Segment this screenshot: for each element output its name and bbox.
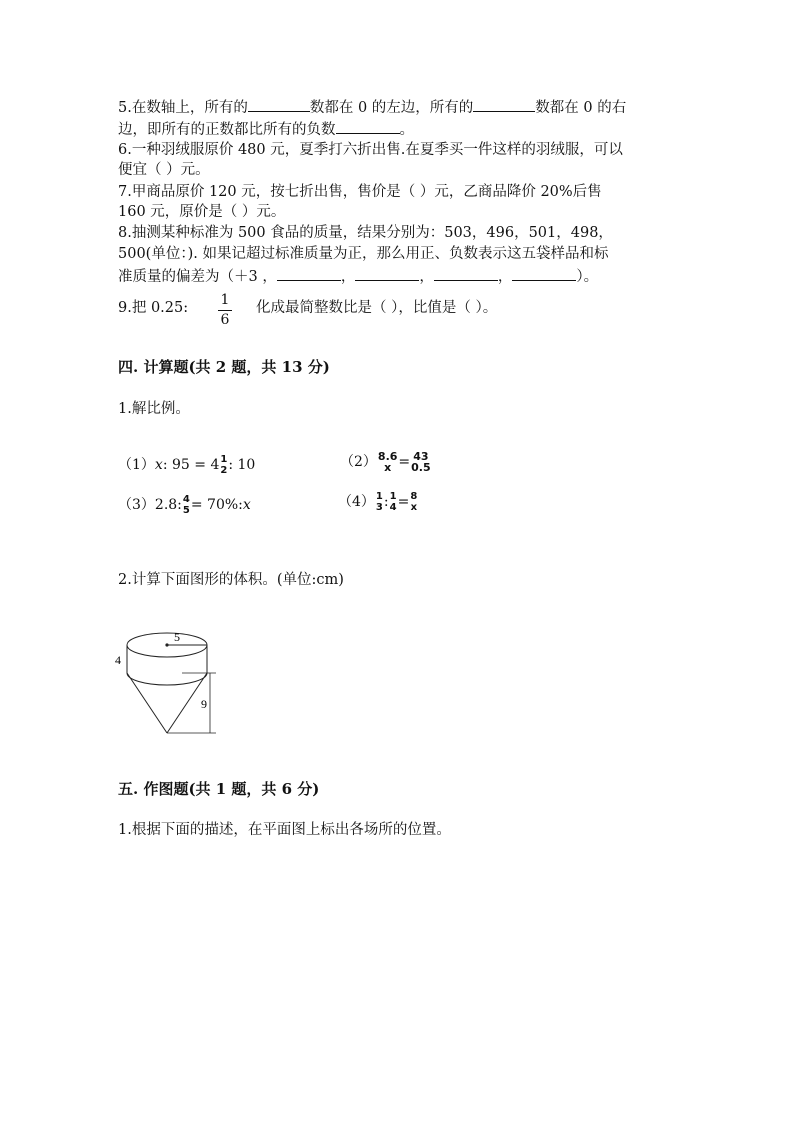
section-4-q2: 2.计算下面图形的体积。(单位:cm) xyxy=(118,572,344,588)
section-5-q1: 1.根据下面的描述，在平面图上标出各场所的位置。 xyxy=(118,822,451,838)
q5-line-1: 5.在数轴上，所有的 数都在 0 的左边，所有的 数都在 0 的右 xyxy=(118,97,626,118)
q7-line-1: 7.甲商品原价 120 元，按七折出售，售价是（ ）元，乙商品降价 20%后售 xyxy=(118,184,602,200)
q9-line-a: 9.把 0.25: xyxy=(118,300,189,316)
q7-line-2: 160 元，原价是（ ）元。 xyxy=(118,204,286,220)
section-5-title: 五. 作图题(共 1 题，共 6 分) xyxy=(118,780,320,798)
section-4-q1: 1.解比例。 xyxy=(118,401,190,417)
q8-line-2: 500(单位：). 如果记超过标准质量为正，那么用正、负数表示这五袋样品和标 xyxy=(118,246,609,262)
cylinder-height-label: 4 xyxy=(115,653,121,667)
cylinder-cone-figure xyxy=(112,615,232,745)
cylinder-bottom xyxy=(127,673,207,685)
q6-line-1: 6.一种羽绒服原价 480 元，夏季打六折出售.在夏季买一件这样的羽绒服，可以 xyxy=(118,142,623,158)
q6-line-2: 便宜（ ）元。 xyxy=(118,162,210,178)
section-4-title: 四. 计算题(共 2 题，共 13 分) xyxy=(118,358,330,376)
q5-line-2: 边，即所有的正数都比所有的负数 。 xyxy=(118,119,414,140)
answer-blank[interactable] xyxy=(355,266,419,281)
equation-2: （2） 8.6 x = 43 0.5 xyxy=(340,450,431,474)
equation-3: （3）2.8: 4 5 = 70%:x xyxy=(118,494,251,516)
answer-blank[interactable] xyxy=(434,266,498,281)
answer-blank[interactable] xyxy=(473,97,535,112)
answer-blank[interactable] xyxy=(277,266,341,281)
radius-label: 5 xyxy=(174,630,180,644)
cone-left-side xyxy=(127,673,167,733)
q8-line-1: 8.抽测某种标准为 500 食品的质量，结果分别为：503，496，501，498， xyxy=(118,225,613,241)
answer-blank[interactable] xyxy=(336,119,400,134)
equation-4: （4） 1 3 : 1 4 = 8 x xyxy=(338,491,418,513)
q9-line-b: 化成最简整数比是（ ），比值是（ ）。 xyxy=(256,300,498,316)
answer-blank[interactable] xyxy=(248,97,310,112)
cone-height-label: 9 xyxy=(201,697,207,711)
q8-line-3: 准质量的偏差为（＋3 ， ， ， ， ）。 xyxy=(118,266,598,287)
q9-fraction: 1 6 xyxy=(218,292,232,329)
equation-1: （1）x: 95 = 4 1 2 : 10 xyxy=(118,454,256,476)
answer-blank[interactable] xyxy=(512,266,576,281)
